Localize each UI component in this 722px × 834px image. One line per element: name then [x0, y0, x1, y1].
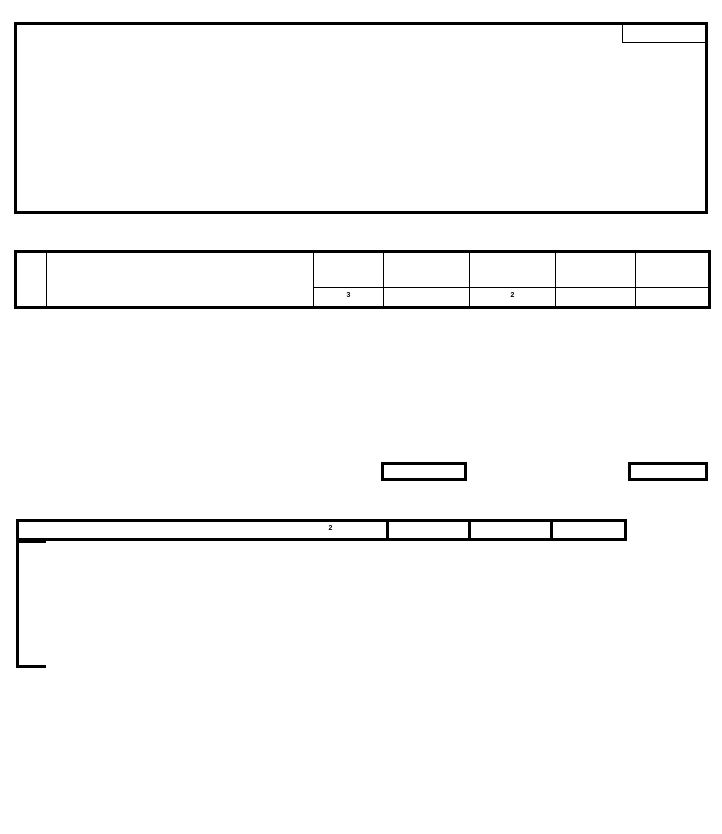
- unit-density: 3: [314, 288, 384, 308]
- col-aa: [16, 252, 47, 308]
- section1-box: [14, 22, 708, 214]
- side-label-box: [16, 540, 46, 668]
- col-layers: [47, 252, 314, 308]
- col-resistance: [636, 252, 710, 270]
- col-thickness: [384, 252, 470, 270]
- col-aa-ext: [552, 521, 626, 540]
- transfer-table: [16, 519, 627, 541]
- totals-row: [14, 462, 708, 480]
- lambda-value: [628, 462, 708, 481]
- transfer-header: [18, 521, 326, 540]
- col-thickness-sym: [384, 270, 470, 288]
- sd-value: [381, 462, 467, 481]
- unit-conductivity: [556, 288, 636, 308]
- col-density: [314, 252, 384, 270]
- col-density-sym: [314, 270, 384, 288]
- unit-resistance: [636, 288, 710, 308]
- col-conductivity: [556, 252, 636, 270]
- transfer-unit: 2: [326, 521, 388, 540]
- col-ai: [388, 521, 470, 540]
- unit-weight: 2: [470, 288, 556, 308]
- unit-thickness: [384, 288, 470, 308]
- col-conductivity-sym: [556, 270, 636, 288]
- col-weight: [470, 252, 556, 270]
- layers-table: [14, 250, 711, 309]
- col-resistance-sym: [636, 270, 710, 288]
- wall-section-diagram: [17, 25, 711, 217]
